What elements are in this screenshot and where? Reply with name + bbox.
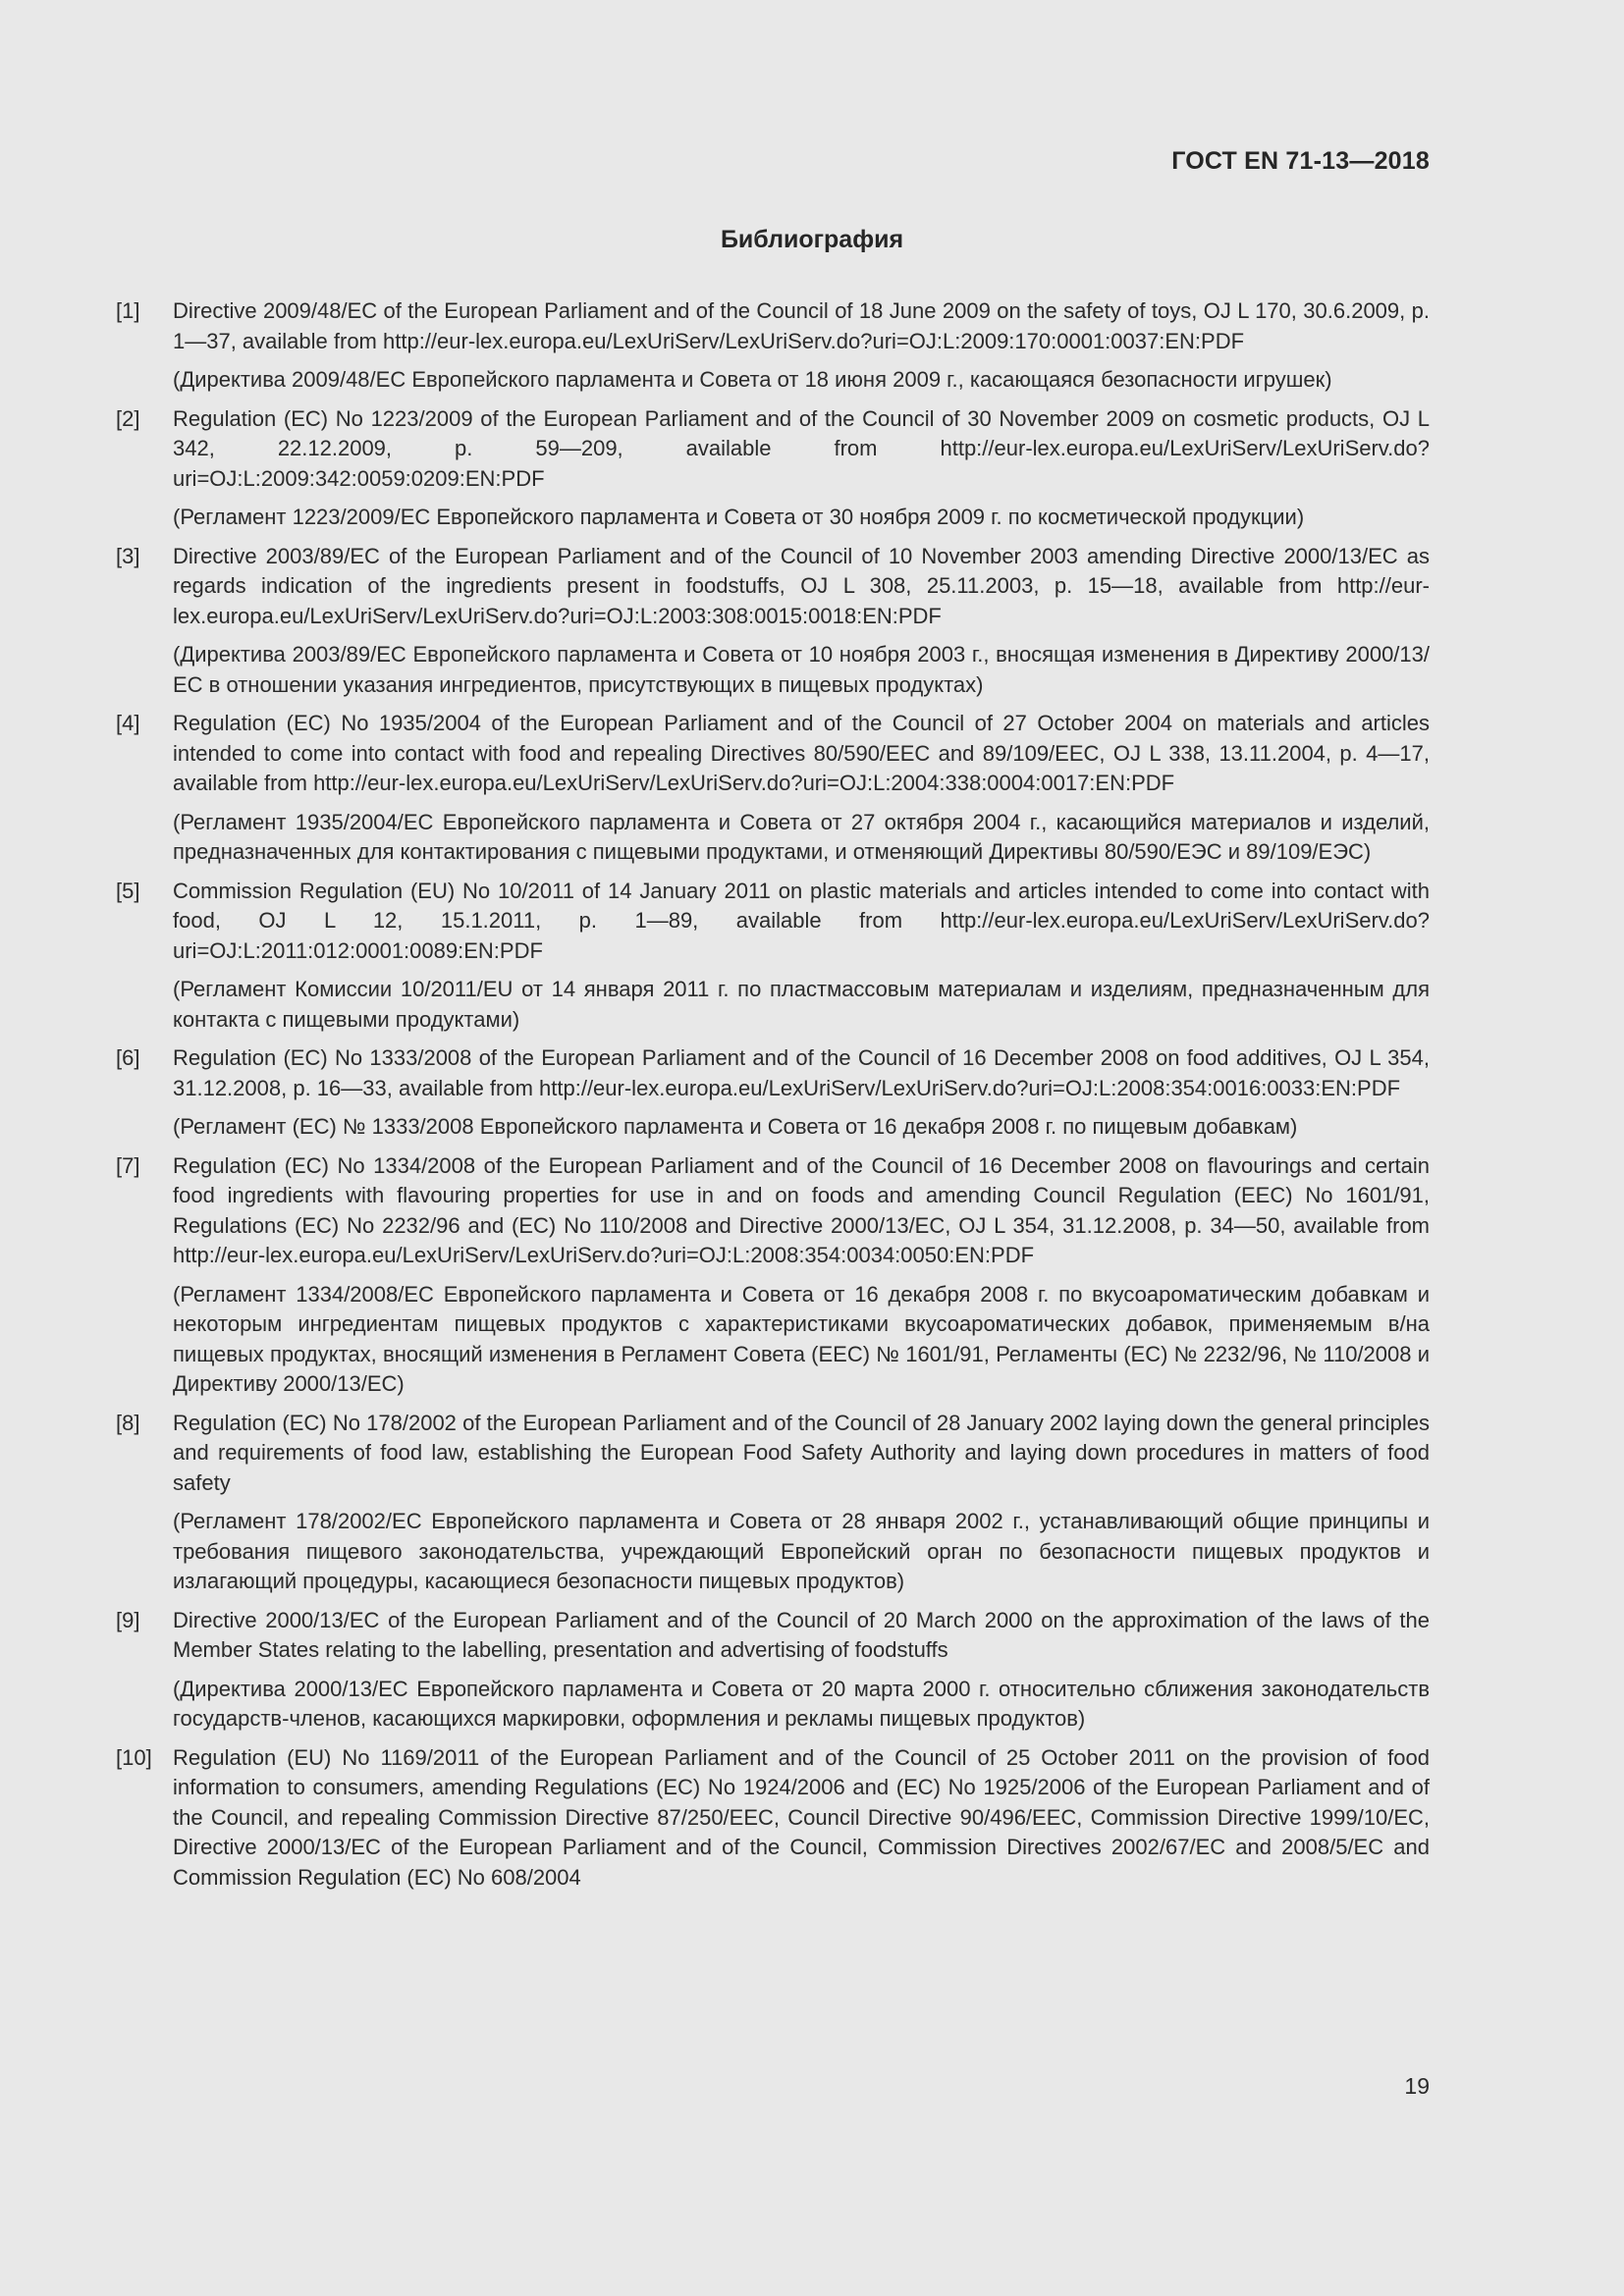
- entry-russian-text: (Регламент 1935/2004/ЕС Европейского парламента и Совета от 27 октября 2004 г., касающийся материалов и изделий, предназначенных для контактирования с пищевыми продуктами, и отменяющий Директивы 80/590/ЕЭС и 89/109/ЕЭС): [173, 809, 1430, 864]
- entry-number: [3]: [116, 543, 140, 568]
- entry-english-text: Directive 2003/89/EC of the European Parliament and of the Council of 10 November 2003 amending Directive 2000/13/EC as regards indication of the ingredients present in foodstuffs, OJ L 308, 25.11.2003, p. 15—18, available from http://eur-lex.europa.eu/LexUriServ/LexUriServ.do?uri=OJ:L:2003:308:0015:0018:EN:PDF: [173, 543, 1430, 628]
- entry-number: [10]: [116, 1744, 152, 1770]
- entry-russian-text: (Регламент 1334/2008/ЕС Европейского парламента и Совета от 16 декабря 2008 г. по вкусоароматическим добавкам и некоторым ингредиентам пищевых продуктов с характеристиками вкусоароматических добавок, применяемым в/на пищевых продуктах, вносящий изменения в Регламент Совета (ЕЕС) № 1601/91, Регламенты (ЕС) № 2232/96, № 110/2008 и Директиву 2000/13/ЕС): [173, 1281, 1430, 1396]
- entry-body: [173, 1151, 1430, 1400]
- bibliography-entry: [116, 404, 1430, 533]
- bibliography-entry: [116, 1743, 1430, 1894]
- entry-number: [4]: [116, 711, 140, 735]
- bibliography-entry: [116, 877, 1430, 1036]
- entry-body: [173, 1606, 1430, 1735]
- entry-number: [9]: [116, 1607, 140, 1632]
- entry-english-text: Regulation (EC) No 178/2002 of the European Parliament and of the Council of 28 January 2002 laying down the general principles and requirements of food law, establishing the European Food Safety Authority and laying down procedures in matters of food safety: [173, 1410, 1430, 1495]
- entry-number: [6]: [116, 1045, 140, 1070]
- section-title: Библиография: [720, 226, 904, 253]
- entry-number: [1]: [116, 298, 140, 323]
- entry-body: [173, 1409, 1430, 1597]
- bibliography-entry: [116, 1606, 1430, 1735]
- entry-russian-text: (Директива 2000/13/ЕС Европейского парламента и Совета от 20 марта 2000 г. относительно сближения законодательств государств-членов, касающихся маркировки, оформления и рекламы пищевых продуктов): [173, 1676, 1430, 1731]
- entry-body: [173, 1743, 1430, 1894]
- entry-russian-text: (Регламент (ЕС) № 1333/2008 Европейского парламента и Совета от 16 декабря 2008 г. по пищевым добавкам): [173, 1114, 1298, 1139]
- entry-english-text: Regulation (EC) No 1334/2008 of the European Parliament and of the Council of 16 December 2008 on flavourings and certain food ingredients with flavouring properties for use in and on foods and amending Council Regulation (EEC) No 1601/91, Regulations (EC) No 2232/96 and (EC) No 110/2008 and Directive 2000/13/EC, OJ L 354, 31.12.2008, p. 34—50, available from http://eur-lex.europa.eu/LexUriServ/LexUriServ.do?uri=OJ:L:2008:354:0034:0050:EN:PDF: [173, 1152, 1430, 1267]
- entry-number: [7]: [116, 1152, 140, 1178]
- entry-body: [173, 542, 1430, 701]
- entry-russian-text: (Директива 2009/48/ЕС Европейского парламента и Совета от 18 июня 2009 г., касающаяся безопасности игрушек): [173, 367, 1332, 392]
- entry-russian-text: (Регламент 1223/2009/ЕС Европейского парламента и Совета от 30 ноября 2009 г. по косметической продукции): [173, 505, 1305, 529]
- bibliography-entry: [116, 709, 1430, 868]
- entry-body: [173, 877, 1430, 1036]
- bibliography-entry: [116, 1043, 1430, 1143]
- entry-number: [8]: [116, 1410, 140, 1435]
- entry-english-text: Regulation (EC) No 1223/2009 of the European Parliament and of the Council of 30 November 2009 on cosmetic products, OJ L 342, 22.12.2009, p. 59—209, available from http://eur-lex.europa.eu/LexUriServ/LexUriServ.do?uri=OJ:L:2009:342:0059:0209:EN:PDF: [173, 405, 1430, 491]
- entry-english-text: Commission Regulation (EU) No 10/2011 of 14 January 2011 on plastic materials and articles intended to come into contact with food, OJ L 12, 15.1.2011, p. 1—89, available from http://eur-lex.europa.eu/LexUriServ/LexUriServ.do?uri=OJ:L:2011:012:0001:0089:EN:PDF: [173, 878, 1430, 963]
- entry-english-text: Directive 2009/48/EC of the European Parliament and of the Council of 18 June 2009 on the safety of toys, OJ L 170, 30.6.2009, p. 1—37, available from http://eur-lex.europa.eu/LexUriServ/LexUriServ.do?uri=OJ:L:2009:170:0001:0037:EN:PDF: [173, 298, 1430, 353]
- entry-body: [173, 404, 1430, 533]
- entry-russian-text: (Директива 2003/89/ЕС Европейского парламента и Совета от 10 ноября 2003 г., вносящая изменения в Директиву 2000/13/ЕС в отношении указания ингредиентов, присутствующих в пищевых продуктах): [173, 642, 1430, 697]
- bibliography-entry: [116, 1409, 1430, 1597]
- entry-body: [173, 296, 1430, 396]
- entry-english-text: Regulation (EC) No 1935/2004 of the European Parliament and of the Council of 27 October 2004 on materials and articles intended to come into contact with food and repealing Directives 80/590/EEC and 89/109/EEC, OJ L 338, 13.11.2004, p. 4—17, available from http://eur-lex.europa.eu/LexUriServ/LexUriServ.do?uri=OJ:L:2004:338:0004:0017:EN:PDF: [173, 711, 1430, 795]
- bibliography-list: [116, 296, 1430, 1901]
- document-code: ГОСТ EN 71-13—2018: [1171, 147, 1430, 175]
- page-number: 19: [1404, 2073, 1430, 2099]
- entry-english-text: Directive 2000/13/EC of the European Parliament and of the Council of 20 March 2000 on the approximation of the laws of the Member States relating to the labelling, presentation and advertising of foodstuffs: [173, 1607, 1430, 1662]
- entry-english-text: Regulation (EU) No 1169/2011 of the European Parliament and of the Council of 25 October 2011 on the provision of food information to consumers, amending Regulations (EC) No 1924/2006 and (EC) No 1925/2006 of the European Parliament and of the Council, and repealing Commission Directive 87/250/EEC, Council Directive 90/496/EEC, Commission Directive 1999/10/EC, Directive 2000/13/EC of the European Parliament and of the Council, Commission Directives 2002/67/EC and 2008/5/EC and Commission Regulation (EC) No 608/2004: [173, 1744, 1430, 1890]
- entry-body: [173, 1043, 1430, 1143]
- entry-english-text: Regulation (EC) No 1333/2008 of the European Parliament and of the Council of 16 December 2008 on food additives, OJ L 354, 31.12.2008, p. 16—33, available from http://eur-lex.europa.eu/LexUriServ/LexUriServ.do?uri=OJ:L:2008:354:0016:0033:EN:PDF: [173, 1045, 1430, 1100]
- entry-body: [173, 709, 1430, 868]
- entry-russian-text: (Регламент 178/2002/ЕС Европейского парламента и Совета от 28 января 2002 г., устанавливающий общие принципы и требования пищевого законодательства, учреждающий Европейский орган по безопасности пищевых продуктов и излагающий процедуры, касающиеся безопасности пищевых продуктов): [173, 1509, 1430, 1593]
- bibliography-entry: [116, 542, 1430, 701]
- bibliography-entry: [116, 296, 1430, 396]
- entry-number: [5]: [116, 878, 140, 903]
- entry-russian-text: (Регламент Комиссии 10/2011/EU от 14 января 2011 г. по пластмассовым материалам и изделиям, предназначенным для контакта с пищевыми продуктами): [173, 977, 1430, 1032]
- entry-number: [2]: [116, 405, 140, 431]
- bibliography-entry: [116, 1151, 1430, 1400]
